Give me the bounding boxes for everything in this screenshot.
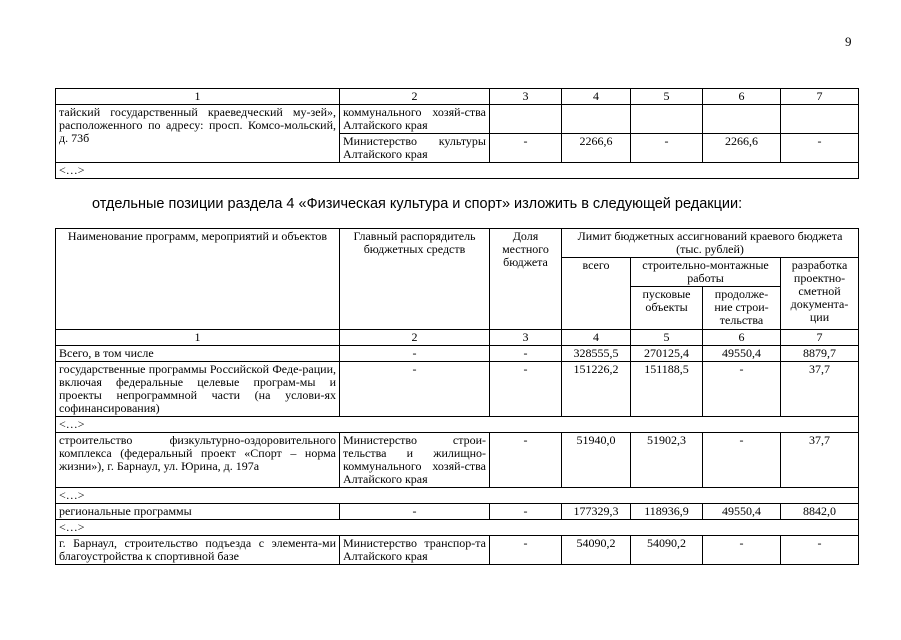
ellipsis: <…>: [56, 163, 859, 179]
col-number: 6: [703, 89, 781, 105]
header-local-share: Доля местного бюджета: [490, 229, 562, 330]
distributor-cell: Министерство транспор-та Алтайского края: [340, 536, 490, 565]
distributor-cell: Министерство строи-тельства и жилищно-коммунального хозяй-ства Алтайского края: [340, 433, 490, 488]
launch-cell: 54090,2: [631, 536, 703, 565]
distributor-cell: Министерство культуры Алтайского края: [340, 134, 490, 163]
header-launch: пусковые объекты: [631, 287, 703, 330]
total-cell: 51940,0: [562, 433, 631, 488]
col-number: 1: [56, 330, 340, 346]
continuing-cell: -: [703, 433, 781, 488]
col-number: 7: [781, 89, 859, 105]
header-continuing: продолже-ние строи-тельства: [703, 287, 781, 330]
launch-cell: 51902,3: [631, 433, 703, 488]
ellipsis-row: [56, 520, 859, 536]
continuing-cell: 2266,6: [703, 134, 781, 163]
header-construction: строительно-монтажные работы: [631, 258, 781, 287]
local-budget-cell: -: [490, 346, 562, 362]
design-cell: -: [781, 536, 859, 565]
header-name: Наименование программ, мероприятий и объектов: [56, 229, 340, 330]
launch-cell: 118936,9: [631, 504, 703, 520]
ellipsis-row: [56, 488, 859, 504]
continuing-cell: 49550,4: [703, 504, 781, 520]
table-row: [56, 504, 859, 520]
col-number: 3: [490, 330, 562, 346]
header-limit: Лимит бюджетных ассигнований краевого бюджета (тыс. рублей): [562, 229, 859, 258]
local-budget-cell: -: [490, 536, 562, 565]
total-cell: 2266,6: [562, 134, 631, 163]
col-number: 6: [703, 330, 781, 346]
ellipsis-row: [56, 417, 859, 433]
distributor-cell: коммунального хозяй-ства Алтайского края: [340, 105, 490, 134]
col-number: 7: [781, 330, 859, 346]
distributor-cell: -: [340, 362, 490, 417]
col-number: 3: [490, 89, 562, 105]
object-name: тайский государственный краеведческий му-зей», расположенного по адресу: просп. Комсо-мольский, д. 73б: [56, 105, 340, 163]
ellipsis: <…>: [56, 488, 859, 504]
total-cell: 151226,2: [562, 362, 631, 417]
column-number-row: [56, 89, 859, 105]
header-distributor: Главный распорядитель бюджетных средств: [340, 229, 490, 330]
col-number: 5: [631, 330, 703, 346]
distributor-cell: -: [340, 346, 490, 362]
object-name: строительство физкультурно-оздоровительного комплекса (федеральный проект «Спорт – норма жизни»), г. Барнаул, ул. Юрина, д. 197а: [56, 433, 340, 488]
header-total: всего: [562, 258, 631, 330]
table-row: [56, 536, 859, 565]
col-number: 2: [340, 89, 490, 105]
total-cell: 328555,5: [562, 346, 631, 362]
col-number: 4: [562, 330, 631, 346]
design-cell: 37,7: [781, 362, 859, 417]
total-cell: 177329,3: [562, 504, 631, 520]
local-budget-cell: -: [490, 504, 562, 520]
distributor-cell: -: [340, 504, 490, 520]
col-number: 4: [562, 89, 631, 105]
design-cell: 37,7: [781, 433, 859, 488]
ellipsis: <…>: [56, 417, 859, 433]
table-row: [56, 362, 859, 417]
col-number: 5: [631, 89, 703, 105]
object-name: государственные программы Российской Феде-рации, включая федеральные целевые програм-мы и проекты непрограммной части (на услови-ях софинансирования): [56, 362, 340, 417]
section-caption: отдельные позиции раздела 4 «Физическая культура и спорт» изложить в следующей редакции:: [92, 196, 743, 212]
table-row: [56, 433, 859, 488]
table-row: [56, 346, 859, 362]
continuing-cell: 49550,4: [703, 346, 781, 362]
ellipsis-row: [56, 163, 859, 179]
budget-table: [55, 228, 859, 565]
ellipsis: <…>: [56, 520, 859, 536]
table-row: [56, 105, 859, 134]
design-cell: 8842,0: [781, 504, 859, 520]
design-cell: -: [781, 134, 859, 163]
design-cell: 8879,7: [781, 346, 859, 362]
local-budget-cell: -: [490, 134, 562, 163]
column-number-row: [56, 330, 859, 346]
continuing-cell: -: [703, 362, 781, 417]
total-cell: 54090,2: [562, 536, 631, 565]
page-number: 9: [845, 34, 852, 49]
object-name: г. Барнаул, строительство подъезда с элемента-ми благоустройства к спортивной базе: [56, 536, 340, 565]
launch-cell: -: [631, 134, 703, 163]
launch-cell: 270125,4: [631, 346, 703, 362]
continuing-cell: -: [703, 536, 781, 565]
continuation-table: [55, 88, 859, 179]
object-name: Всего, в том числе: [56, 346, 340, 362]
col-number: 1: [56, 89, 340, 105]
object-name: региональные программы: [56, 504, 340, 520]
launch-cell: 151188,5: [631, 362, 703, 417]
col-number: 2: [340, 330, 490, 346]
local-budget-cell: -: [490, 362, 562, 417]
header-design: разработка проектно-сметной документа-ции: [781, 258, 859, 330]
local-budget-cell: -: [490, 433, 562, 488]
